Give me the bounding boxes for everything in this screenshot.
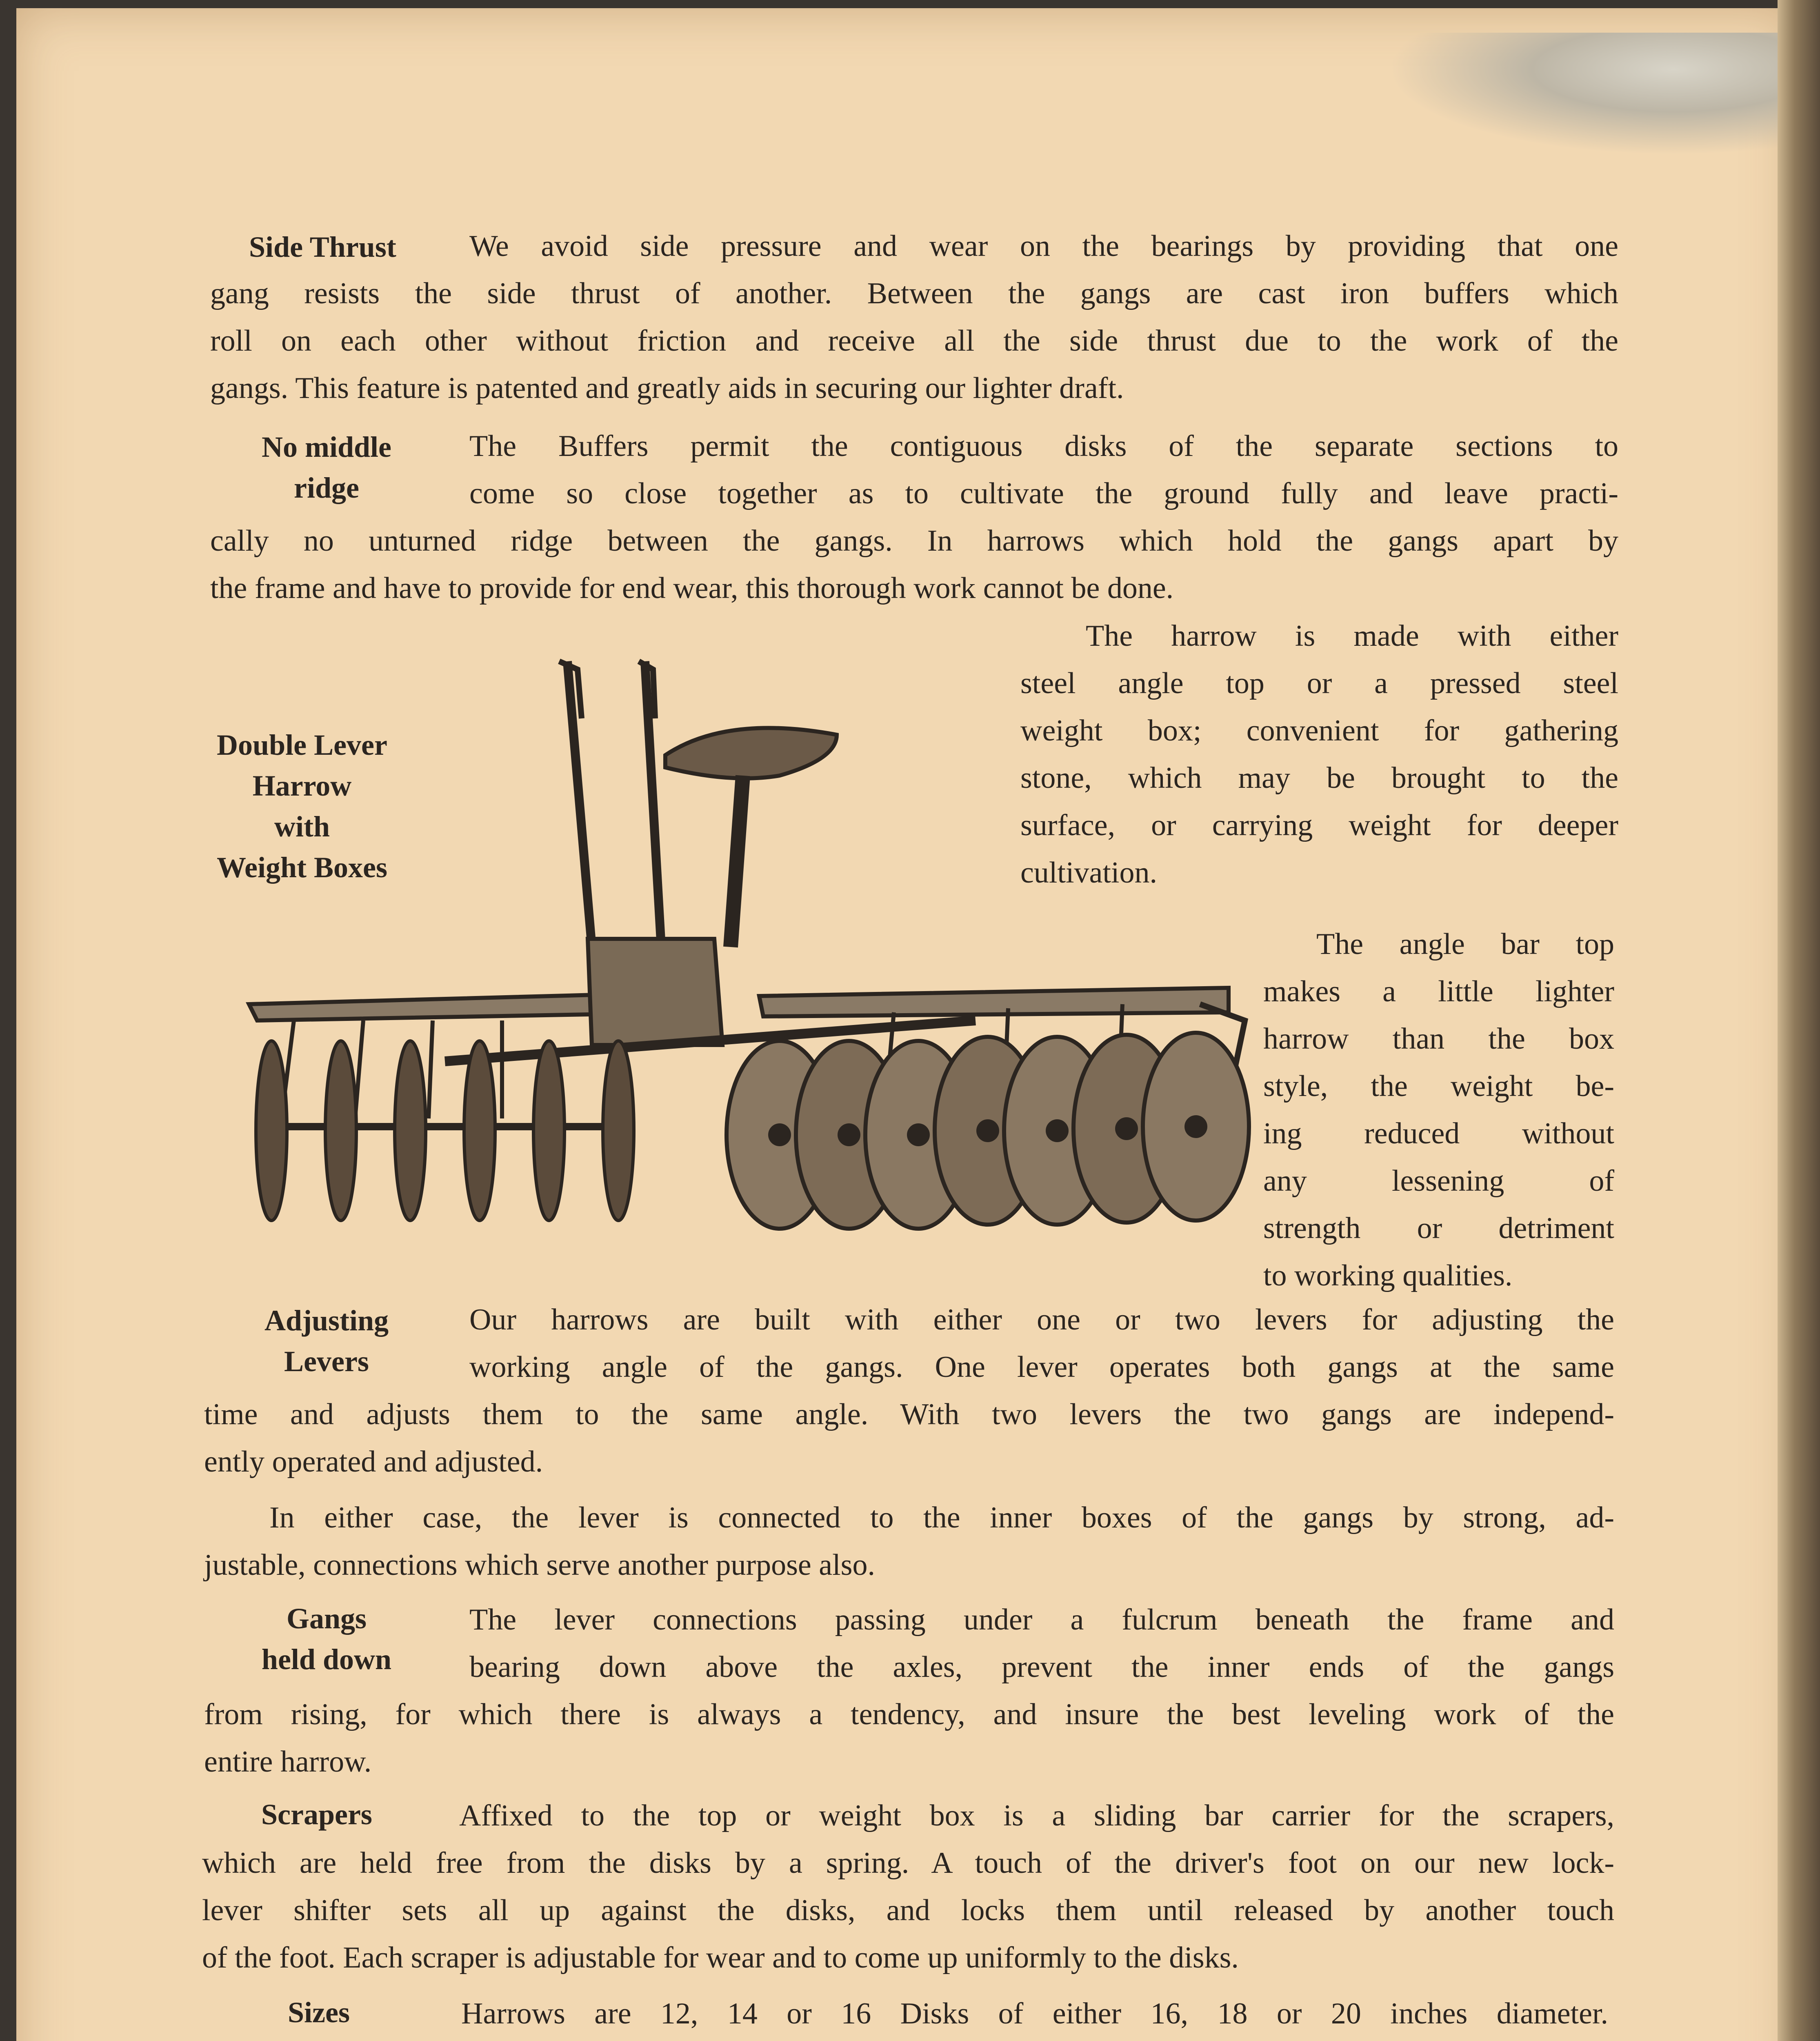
catalog-page: [16, 8, 1796, 2041]
text-line: which are held free from the disks by a spring. A touch of the driver's foot on our new lock-: [202, 1846, 1614, 1880]
scrapers-label: Scrapers: [261, 1798, 372, 1831]
angle-bar-paragraph: [1263, 920, 1614, 1299]
text-line: Affixed to the top or weight box is a sliding bar carrier for the scrapers,: [459, 1799, 1614, 1832]
text-line: In either case, the lever is connected to the inner boxes of the gangs by strong, ad-: [269, 1501, 1614, 1534]
label-line: held down: [261, 1643, 392, 1676]
label-line: Adjusting: [264, 1304, 389, 1337]
text-line: style, the weight be-: [1263, 1069, 1614, 1103]
text-line: cally no unturned ridge between the gangs. In harrows which hold the gangs apart by: [210, 524, 1618, 558]
text-line: ing reduced without: [1263, 1117, 1614, 1150]
binding-edge: [1778, 0, 1820, 2041]
scrapers-paragraph: [202, 1792, 1614, 1981]
text-line: time and adjusts them to the same angle. With two levers the two gangs are independ-: [204, 1398, 1614, 1431]
text-line: steel angle top or a pressed steel: [1020, 667, 1618, 700]
text-line: ently operated and adjusted.: [204, 1445, 543, 1479]
text-line: Harrows are 12, 14 or 16 Disks of either 16, 18 or 20 inches diameter.: [461, 1997, 1608, 2030]
text-line: The harrow is made with either: [1086, 619, 1618, 653]
side-thrust-label: Side Thrust: [249, 231, 396, 263]
text-line: bearing down above the axles, prevent the inner ends of the gangs: [469, 1650, 1614, 1684]
text-line: justable, connections which serve another purpose also.: [204, 1548, 875, 1582]
sizes-label: Sizes: [288, 1996, 350, 2029]
text-line: strength or detriment: [1263, 1212, 1614, 1245]
label-line: Levers: [284, 1345, 369, 1378]
text-line: come so close together as to cultivate the ground fully and leave practi-: [469, 477, 1618, 510]
text-line: from rising, for which there is always a tendency, and insure the best leveling work of the: [204, 1698, 1614, 1731]
text-line: gangs. This feature is patented and greatly aids in securing our lighter draft.: [210, 371, 1124, 405]
caption-line: with: [274, 810, 330, 843]
text-line: stone, which may be brought to the: [1020, 761, 1618, 795]
label-line: No middle: [261, 431, 392, 463]
text-line: of the foot. Each scraper is adjustable for wear and to come up uniformly to the disks.: [202, 1941, 1239, 1974]
text-line: The Buffers permit the contiguous disks of the separate sections to: [469, 429, 1618, 463]
text-line: The angle bar top: [1316, 927, 1614, 961]
adjusting-levers-paragraph: [204, 1296, 1614, 1485]
either-case-paragraph: [204, 1494, 1614, 1589]
side-thrust-paragraph: [210, 222, 1618, 412]
caption-line: Double Lever: [217, 729, 387, 761]
label-line: ridge: [294, 471, 359, 504]
text-line: gang resists the side thrust of another. Between the gangs are cast iron buffers which: [210, 277, 1618, 310]
label-line: Gangs: [286, 1602, 367, 1635]
caption-line: Harrow: [252, 769, 352, 802]
no-middle-ridge-paragraph: [210, 422, 1618, 612]
sizes-paragraph: [204, 1990, 1608, 2041]
text-line: lever shifter sets all up against the disks, and locks them until released by another touch: [202, 1894, 1614, 1927]
caption-line: Weight Boxes: [216, 851, 387, 884]
text-line: working angle of the gangs. One lever operates both gangs at the same: [469, 1350, 1614, 1384]
torn-corner: [1388, 33, 1796, 155]
text-line: any lessening of: [1263, 1164, 1614, 1198]
text-line: Our harrows are built with either one or two levers for adjusting the: [469, 1303, 1614, 1336]
disk-harrow-illustration: [200, 653, 1302, 1265]
text-line: entire harrow.: [204, 1745, 372, 1779]
text-line: cultivation.: [1020, 856, 1157, 889]
text-line: makes a little lighter: [1263, 975, 1614, 1008]
text-line: the frame and have to provide for end wear, this thorough work cannot be done.: [210, 571, 1174, 605]
text-line: We avoid side pressure and wear on the bearings by providing that one: [469, 229, 1618, 263]
text-line: surface, or carrying weight for deeper: [1020, 809, 1618, 842]
text-line: The lever connections passing under a fulcrum beneath the frame and: [469, 1603, 1614, 1636]
gangs-held-down-paragraph: [204, 1596, 1614, 1785]
text-line: roll on each other without friction and receive all the side thrust due to the work of the: [210, 324, 1618, 358]
text-line: [204, 2037, 1608, 2041]
text-line: harrow than the box: [1263, 1022, 1614, 1056]
text-line: weight box; convenient for gathering: [1020, 714, 1618, 747]
text-line: to working qualities.: [1263, 1259, 1513, 1292]
